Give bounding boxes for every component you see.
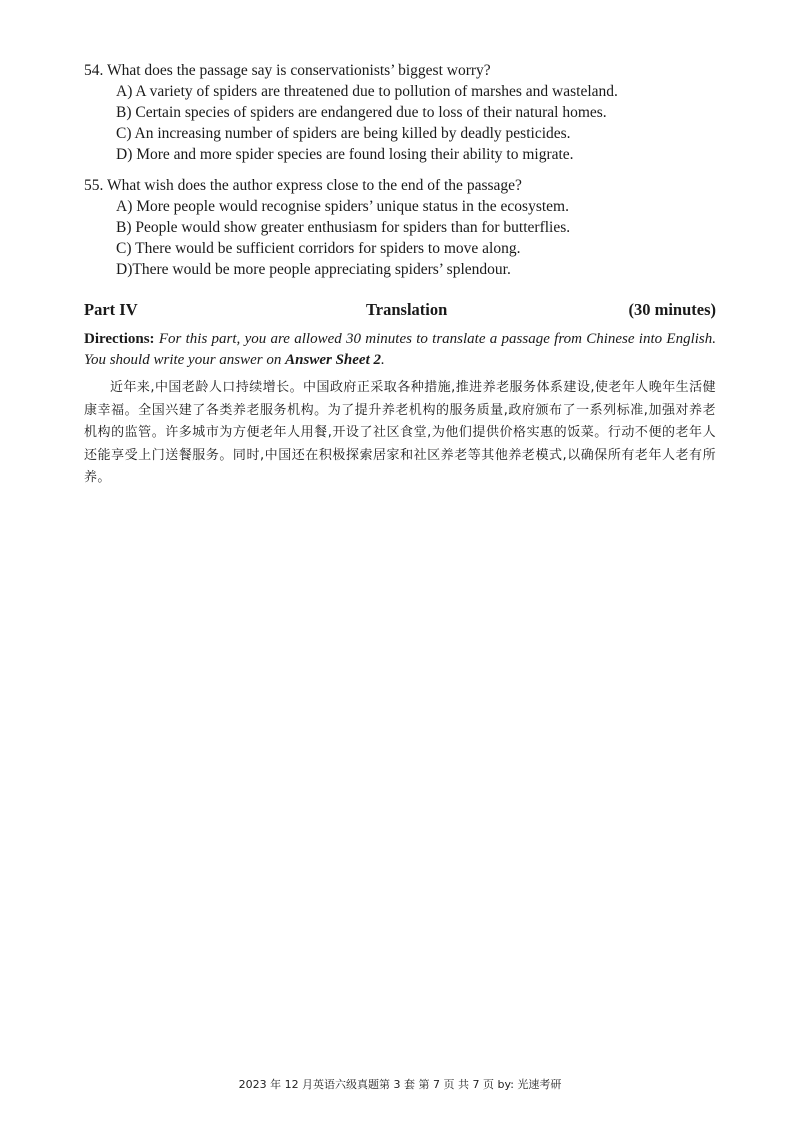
- translation-passage: 近年来,中国老龄人口持续增长。中国政府正采取各种措施,推进养老服务体系建设,使老年人晚年生活健康幸福。全国兴建了各类养老服务机构。为了提升养老机构的服务质量,政府颁布了一系列标准,加强对养老机构的监管。许多城市为方便老年人用餐,开设了社区食堂,为他们提供价格实惠的饭菜。行动不便的老年人还能享受上门送餐服务。同时,中国还在积极探索居家和社区养老等其他养老模式,以确保所有老年人老有所养。: [84, 380, 716, 485]
- directions-text: For this part, you are allowed 30 minutes to translate a passage from Chinese into English. You should write your answer on: [84, 331, 717, 368]
- question-54: [84, 60, 724, 165]
- question-stem: 55. What wish does the author express close to the end of the passage?: [84, 177, 522, 194]
- option-b: B) People would show greater enthusiasm for spiders than for butterflies.: [116, 219, 571, 236]
- question-stem: 54. What does the passage say is conservationists’ biggest worry?: [84, 62, 491, 79]
- option-c: C) An increasing number of spiders are being killed by deadly pesticides.: [116, 125, 571, 142]
- answer-sheet-ref: Answer Sheet 2: [285, 352, 381, 368]
- option-a: A) A variety of spiders are threatened due to pollution of marshes and wasteland.: [116, 83, 618, 100]
- option-c: C) There would be sufficient corridors for spiders to move along.: [116, 240, 521, 257]
- part-number: Part IV: [84, 300, 138, 319]
- option-b: B) Certain species of spiders are endangered due to loss of their natural homes.: [116, 104, 607, 121]
- directions-label: Directions:: [84, 331, 155, 347]
- part-header: [84, 300, 716, 322]
- directions-end: .: [381, 352, 385, 368]
- part-title: Translation: [366, 300, 448, 319]
- option-a: A) More people would recognise spiders’ unique status in the ecosystem.: [116, 198, 569, 215]
- page-footer: 2023 年 12 月英语六级真题第 3 套 第 7 页 共 7 页 by: 光速考研: [238, 1078, 562, 1091]
- option-d: D)There would be more people appreciating spiders’ splendour.: [116, 261, 511, 278]
- directions: [84, 329, 716, 371]
- option-d: D) More and more spider species are found losing their ability to migrate.: [116, 146, 574, 163]
- part-time: (30 minutes): [628, 300, 716, 319]
- question-55: [84, 175, 724, 280]
